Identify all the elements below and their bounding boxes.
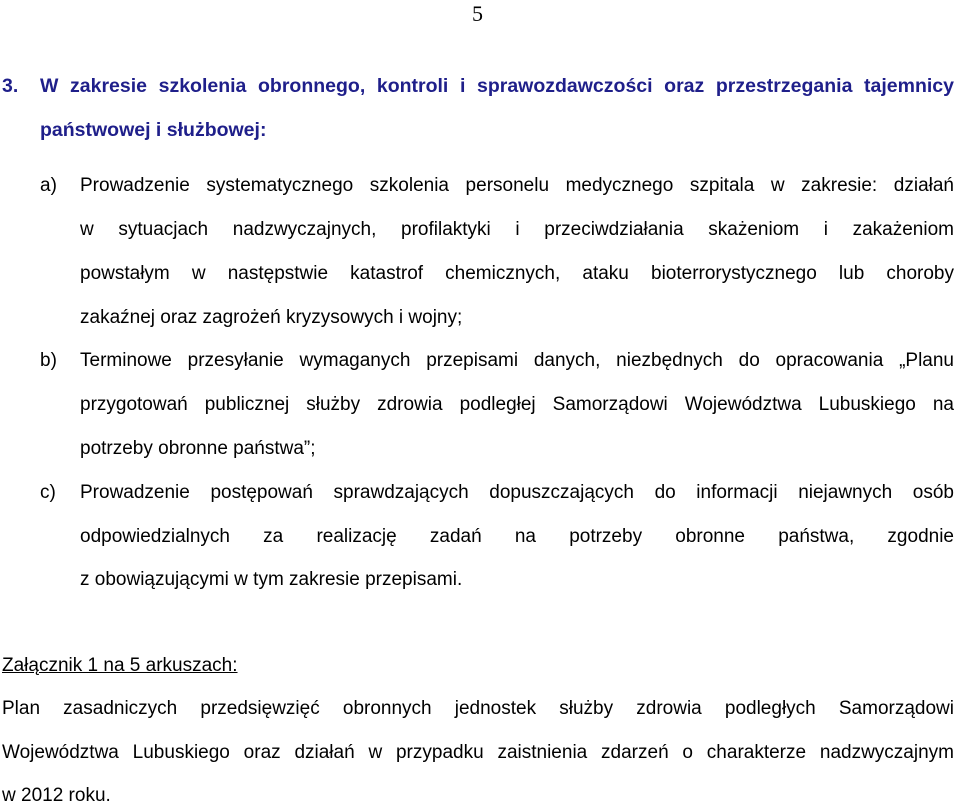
item-c-line-2: odpowiedzialnych za realizację zadań na potrzeby obronne państwa, zgodnie [80,526,954,547]
item-a-line-4: zakaźnej oraz zagrożeń kryzysowych i wojny; [80,307,463,328]
item-b-line-2: przygotowań publicznej służby zdrowia podległej Samorządowi Województwa Lubuskiego na [80,394,954,415]
section-number: 3. [2,75,19,97]
item-a-line-2: w sytuacjach nadzwyczajnych, profilaktyki i przeciwdziałania skażeniom i zakażeniom [80,219,954,240]
section-title-line-2: państwowej i służbowej: [40,119,267,141]
annex-line-3: w 2012 roku. [2,785,111,806]
item-c-line-1: Prowadzenie postępowań sprawdzających dopuszczających do informacji niejawnych osób [80,482,954,503]
annex-title: Załącznik 1 na 5 arkuszach: [2,655,238,676]
item-b-line-1: Terminowe przesyłanie wymaganych przepisami danych, niezbędnych do opracowania „Planu [80,350,954,371]
item-a-line-1: Prowadzenie systematycznego szkolenia personelu medycznego szpitala w zakresie: działań [80,175,954,196]
item-a-line-3: powstałym w następstwie katastrof chemicznych, ataku bioterrorystycznego lub choroby [80,263,954,284]
item-b-line-3: potrzeby obronne państwa”; [80,438,316,459]
item-c-line-3: z obowiązującymi w tym zakresie przepisami. [80,569,463,590]
annex-line-2: Województwa Lubuskiego oraz działań w przypadku zaistnienia zdarzeń o charakterze nadzwyczajnym [2,742,954,763]
page-number: 5 [472,1,483,26]
section-title-line-1: W zakresie szkolenia obronnego, kontroli i sprawozdawczości oraz przestrzegania tajemnicy [40,75,954,97]
item-a-marker: a) [40,175,57,196]
annex-line-1: Plan zasadniczych przedsięwzięć obronnych jednostek służby zdrowia podległych Samorządowi [2,698,954,719]
item-b-marker: b) [40,350,57,371]
item-c-marker: c) [40,482,56,503]
